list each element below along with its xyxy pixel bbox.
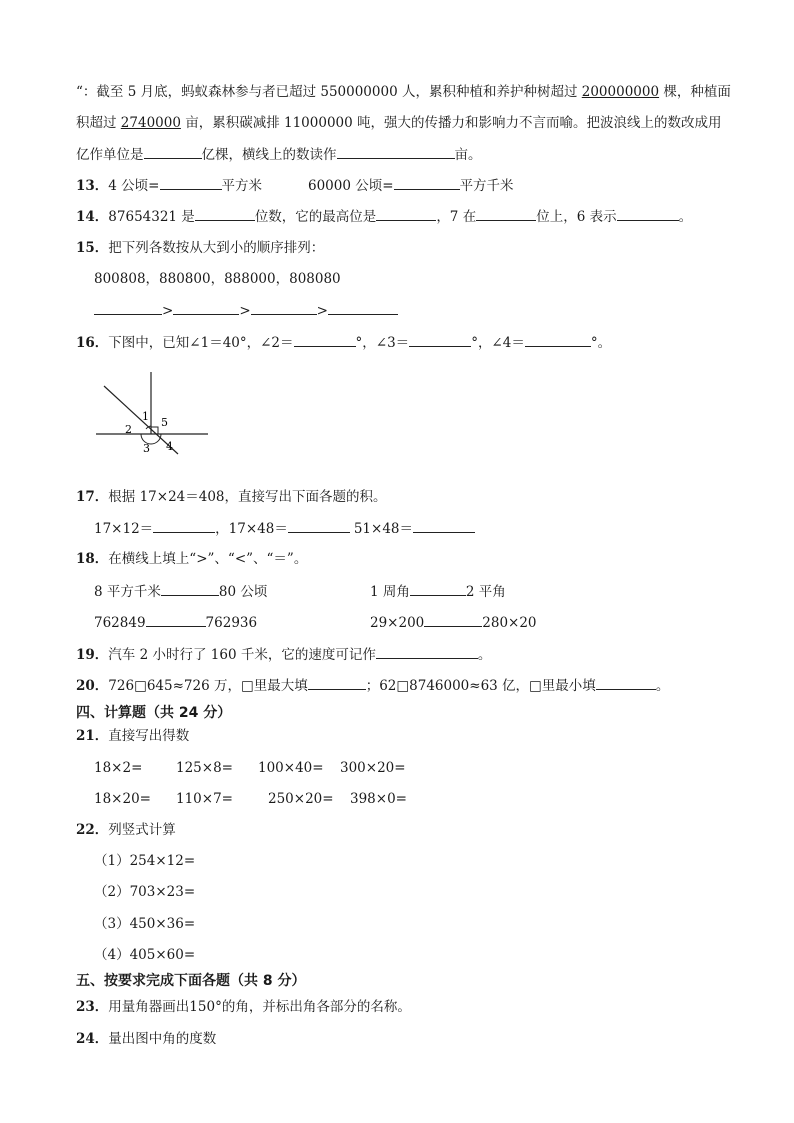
expression: 18×2= — [94, 760, 143, 776]
expression: 250×20= — [268, 791, 334, 807]
question-number: 16． — [76, 335, 109, 351]
section-5-heading: 五、按要求完成下面各题（共 8 分） — [76, 973, 306, 989]
angle-diagram — [94, 368, 212, 456]
compare-left: 762849 — [94, 615, 146, 631]
question-15 — [76, 238, 324, 258]
intro-line-1 — [76, 82, 731, 102]
question-17-items — [94, 518, 475, 539]
expression: 300×20= — [340, 760, 406, 776]
question-14 — [76, 206, 692, 227]
angle-label-4: 4 — [166, 440, 173, 453]
compare-left: 29×200 — [370, 615, 425, 631]
question-number: 15． — [76, 240, 109, 256]
answer-blank[interactable] — [596, 675, 656, 690]
intro-line-2 — [76, 113, 722, 133]
expression: 18×20= — [94, 791, 151, 807]
question-text: °。 — [590, 335, 612, 351]
question-text: 列竖式计算 — [108, 822, 176, 838]
question-21-row-1 — [94, 758, 406, 778]
answer-blank[interactable] — [525, 332, 591, 347]
question-text: 位数，它的最高位是 — [254, 209, 377, 225]
question-23 — [76, 997, 411, 1017]
answer-blank[interactable] — [144, 144, 202, 159]
expression: 100×40= — [258, 760, 324, 776]
question-text: °，∠4＝ — [471, 335, 525, 351]
section-4-heading: 四、计算题（共 24 分） — [76, 705, 232, 721]
answer-blank[interactable] — [308, 675, 366, 690]
compare-left: 8 平方千米 — [94, 584, 161, 600]
question-number: 18． — [76, 551, 109, 567]
answer-blank[interactable] — [394, 175, 460, 190]
question-15-answer — [94, 300, 398, 321]
question-text: 60000 公顷= — [308, 178, 394, 194]
question-15-numbers — [94, 269, 341, 289]
question-text: 用量角器画出150°的角，并标出角各部分的名称。 — [108, 999, 411, 1015]
underlined-number: 200000000 — [581, 84, 660, 100]
answer-blank[interactable] — [413, 518, 475, 533]
answer-blank[interactable] — [195, 206, 255, 221]
question-text: 直接写出得数 — [108, 728, 190, 744]
angle-label-2: 2 — [125, 423, 132, 436]
question-18-row-1 — [94, 581, 506, 602]
compare-right: 2 平角 — [465, 584, 506, 600]
question-text: 87654321 是 — [108, 209, 195, 225]
expression: 110×7= — [176, 791, 233, 807]
answer-blank[interactable] — [410, 581, 466, 596]
compare-right: 80 公顷 — [218, 584, 268, 600]
compare-right: 762936 — [205, 615, 258, 631]
question-text: 4 公顷= — [108, 178, 160, 194]
answer-blank[interactable] — [424, 612, 482, 627]
question-21 — [76, 726, 189, 746]
question-text: °，∠3＝ — [355, 335, 410, 351]
question-19 — [76, 644, 491, 665]
question-text: 位上，6 表示 — [536, 209, 617, 225]
question-22-item: （2）703×23= — [94, 884, 196, 900]
answer-blank[interactable] — [409, 332, 471, 347]
intro-line-3 — [76, 144, 482, 165]
answer-blank[interactable] — [376, 206, 436, 221]
question-text: 把下列各数按从大到小的顺序排列： — [108, 240, 325, 256]
question-22 — [76, 820, 176, 840]
greater-than-sign: > — [316, 303, 328, 319]
question-18-row-2 — [94, 612, 537, 633]
compare-left: 1 周角 — [370, 584, 410, 600]
question-number: 19． — [76, 647, 109, 663]
answer-blank[interactable] — [288, 518, 350, 533]
intro-text: 亿作单位是 — [76, 147, 144, 163]
question-text: 。 — [678, 209, 693, 225]
angle-label-1: 1 — [142, 410, 149, 423]
question-text: 根据 17×24＝408，直接写出下面各题的积。 — [108, 489, 387, 505]
compare-right: 280×20 — [482, 615, 537, 631]
expression: 51×48＝ — [353, 521, 414, 537]
question-number: 24． — [76, 1031, 109, 1047]
question-20 — [76, 675, 669, 696]
question-16 — [76, 332, 611, 353]
question-21-row-2 — [94, 789, 407, 809]
greater-than-sign: > — [239, 303, 251, 319]
answer-blank[interactable] — [173, 300, 239, 315]
expression: ，17×48＝ — [215, 521, 288, 537]
question-13 — [76, 175, 514, 196]
question-24 — [76, 1029, 216, 1049]
intro-text: 棵，种植面 — [659, 84, 731, 100]
question-text: ，7 在 — [436, 209, 477, 225]
question-17 — [76, 487, 387, 507]
answer-blank[interactable] — [617, 206, 679, 221]
question-text: ；62□8746000≈63 亿，□里最小填 — [365, 678, 596, 694]
expression: 398×0= — [350, 791, 407, 807]
intro-text: “：截至 5 月底，蚂蚁森林参与者已超过 550000000 人，累积种植和养护种树超过 — [76, 84, 582, 100]
answer-blank[interactable] — [160, 175, 222, 190]
angle-label-3: 3 — [143, 442, 150, 455]
question-number: 20． — [76, 678, 109, 694]
question-22-item: （1）254×12= — [94, 853, 196, 869]
question-22-item: （4）405×60= — [94, 947, 196, 963]
question-18 — [76, 549, 307, 569]
question-number: 21． — [76, 728, 109, 744]
unit-text: 平方米 — [221, 178, 262, 194]
question-text: 。 — [655, 678, 670, 694]
question-text: 在横线上填上“>”、“<”、“＝”。 — [108, 551, 308, 567]
answer-blank[interactable] — [337, 144, 455, 159]
question-number: 22． — [76, 822, 109, 838]
question-text: 下图中，已知∠1＝40°，∠2＝ — [108, 335, 294, 351]
answer-blank[interactable] — [476, 206, 536, 221]
question-22-item: （3）450×36= — [94, 916, 196, 932]
intro-text: 积超过 — [76, 115, 121, 131]
question-number: 23． — [76, 999, 109, 1015]
intro-text: 亩。 — [454, 147, 482, 163]
intro-text: 亩，累积碳减排 11000000 吨，强大的传播力和影响力不言而喻。把波浪线上的数改成用 — [180, 115, 722, 131]
question-text: 汽车 2 小时行了 160 千米，它的速度可记作 — [108, 647, 376, 663]
answer-blank[interactable] — [294, 332, 356, 347]
answer-blank[interactable] — [251, 300, 317, 315]
question-number: 17． — [76, 489, 109, 505]
answer-blank[interactable] — [161, 581, 219, 596]
answer-blank[interactable] — [153, 518, 215, 533]
answer-blank[interactable] — [328, 300, 398, 315]
answer-blank[interactable] — [146, 612, 206, 627]
question-number: 13． — [76, 178, 109, 194]
answer-blank[interactable] — [94, 300, 162, 315]
unit-text: 平方千米 — [459, 178, 514, 194]
expression: 17×12＝ — [94, 521, 154, 537]
angle-label-5: 5 — [161, 416, 168, 429]
question-text: 量出图中角的度数 — [108, 1031, 217, 1047]
greater-than-sign: > — [162, 303, 174, 319]
question-number: 14． — [76, 209, 109, 225]
question-text: 。 — [477, 647, 492, 663]
number-list: 800808，880800，888000，808080 — [94, 271, 341, 287]
question-text: 726□645≈726 万，□里最大填 — [108, 678, 308, 694]
underlined-number: 2740000 — [120, 115, 181, 131]
answer-blank[interactable] — [376, 644, 478, 659]
expression: 125×8= — [176, 760, 233, 776]
intro-text: 亿棵，横线上的数读作 — [201, 147, 337, 163]
